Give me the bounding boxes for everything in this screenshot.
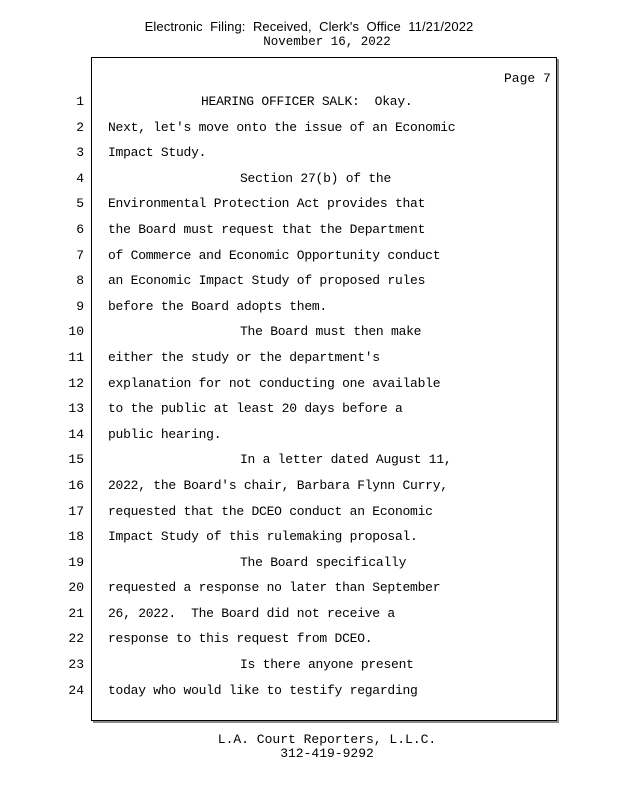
line-number: 4: [76, 170, 84, 186]
reporter-company: L.A. Court Reporters, L.L.C.: [217, 732, 437, 747]
line-text: Impact Study.: [108, 145, 207, 161]
line-number: 3: [76, 145, 84, 161]
line-text: explanation for not conducting one available: [108, 375, 441, 391]
line-text: Section 27(b) of the: [240, 170, 392, 186]
line-number: 9: [76, 298, 84, 314]
line-number: 15: [68, 452, 84, 468]
transcript-line: [0, 143, 618, 169]
line-number: 11: [68, 349, 84, 365]
transcript-line: [0, 604, 618, 630]
line-text: 26, 2022. The Board did not receive a: [108, 605, 395, 621]
transcript-line: [0, 527, 618, 553]
line-text: requested that the DCEO conduct an Economic: [108, 503, 433, 519]
transcript-line: [0, 425, 618, 451]
transcript-line: [0, 681, 618, 707]
line-text: The Board must then make: [240, 324, 422, 340]
line-text: to the public at least 20 days before a: [108, 401, 403, 417]
transcript-date: November 16, 2022: [263, 35, 391, 49]
line-number: 23: [68, 657, 84, 673]
transcript-line: [0, 399, 618, 425]
line-text: an Economic Impact Study of proposed rules: [108, 273, 426, 289]
line-number: 5: [76, 196, 84, 212]
line-number: 6: [76, 221, 84, 237]
line-text: HEARING OFFICER SALK: Okay.: [201, 94, 413, 109]
transcript-line: [0, 578, 618, 604]
line-number: 14: [68, 426, 84, 442]
transcript-line: [0, 220, 618, 246]
line-number: 8: [76, 273, 84, 289]
transcript-line: [0, 92, 618, 118]
transcript-line: [0, 118, 618, 144]
line-text: before the Board adopts them.: [108, 298, 327, 314]
line-text: The Board specifically: [240, 554, 407, 570]
line-number: 16: [68, 477, 84, 493]
line-number: 21: [68, 605, 84, 621]
line-number: 24: [68, 682, 84, 698]
transcript-line: [0, 502, 618, 528]
line-number: 13: [68, 401, 84, 417]
transcript-line: [0, 476, 618, 502]
transcript-line: [0, 348, 618, 374]
transcript-line: [0, 655, 618, 681]
transcript-line: [0, 450, 618, 476]
line-text: requested a response no later than September: [108, 580, 441, 596]
line-number: 20: [68, 580, 84, 596]
line-text: public hearing.: [108, 426, 222, 442]
transcript-line: [0, 169, 618, 195]
transcript-line: [0, 322, 618, 348]
transcript-line: [0, 271, 618, 297]
transcript-line: [0, 297, 618, 323]
transcript-line: [0, 246, 618, 272]
line-text: Impact Study of this rulemaking proposal.: [108, 529, 418, 545]
line-text: Next, let's move onto the issue of an Economic: [108, 119, 456, 135]
page-number: Page 7: [504, 71, 551, 86]
filing-stamp: Electronic Filing: Received, Clerk's Office 11/21/2022: [144, 19, 474, 34]
footer: [0, 733, 618, 761]
line-number: 1: [76, 94, 84, 109]
line-number: 2: [76, 119, 84, 135]
line-number: 22: [68, 631, 84, 647]
line-text: response to this request from DCEO.: [108, 631, 373, 647]
line-text: Environmental Protection Act provides that: [108, 196, 426, 212]
reporter-phone: 312-419-9292: [280, 746, 374, 761]
line-number: 12: [68, 375, 84, 391]
transcript-lines: [0, 92, 618, 706]
line-text: Is there anyone present: [240, 657, 414, 673]
line-number: 17: [68, 503, 84, 519]
transcript-line: [0, 553, 618, 579]
transcript-line: [0, 629, 618, 655]
line-text: of Commerce and Economic Opportunity conduct: [108, 247, 441, 263]
transcript-line: [0, 374, 618, 400]
line-text: 2022, the Board's chair, Barbara Flynn Curry,: [108, 477, 448, 493]
line-number: 10: [68, 324, 84, 340]
line-number: 18: [68, 529, 84, 545]
line-text: In a letter dated August 11,: [240, 452, 452, 468]
transcript-line: [0, 194, 618, 220]
line-text: either the study or the department's: [108, 349, 380, 365]
line-number: 19: [68, 554, 84, 570]
line-text: the Board must request that the Department: [108, 221, 426, 237]
line-text: today who would like to testify regarding: [108, 682, 418, 698]
line-number: 7: [76, 247, 84, 263]
